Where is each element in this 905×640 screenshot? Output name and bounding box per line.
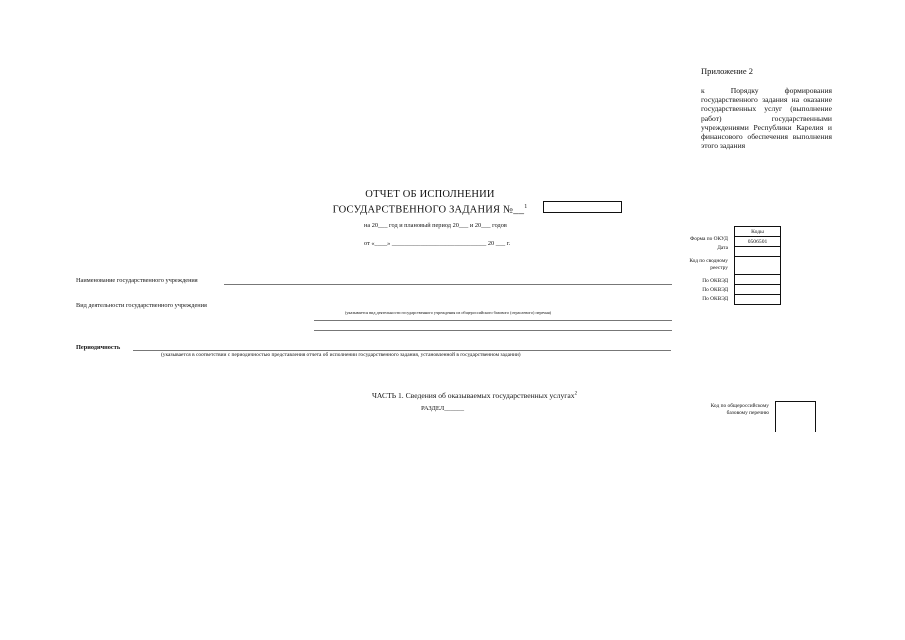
registry-code-box[interactable] bbox=[775, 401, 816, 432]
periodicity-field[interactable] bbox=[133, 350, 671, 351]
registry-label bbox=[668, 258, 728, 272]
okved-code-cell-2[interactable] bbox=[735, 285, 781, 295]
date-line: от «____» ______________________________ 20 ___ г. bbox=[364, 240, 511, 247]
report-title-line-1: ОТЧЕТ ОБ ИСПОЛНЕНИИ bbox=[365, 189, 495, 200]
report-title-line-2-text: ГОСУДАРСТВЕННОГО ЗАДАНИЯ №__ bbox=[332, 204, 525, 216]
appendix-text: к Порядку формирования государственного задания на оказание государственных услуг (выполнение работ) государственными учреждениями Республики Карелия и финансового обеспечения выполнения этого задания bbox=[701, 86, 832, 151]
part1-footnote-mark: 2 bbox=[574, 391, 578, 397]
registry-label-line-1: Код по сводному bbox=[689, 258, 728, 264]
date-code-label: Дата bbox=[717, 245, 728, 251]
periodicity-note: (указывается в соответствии с периодичностью представления отчета об исполнении государственного задания, установленной в государственном задании) bbox=[161, 352, 521, 358]
registry-code-cell[interactable] bbox=[735, 257, 781, 275]
activity-label: Вид деятельности государственного учреждения bbox=[76, 302, 207, 309]
institution-label: Наименование государственного учреждения bbox=[76, 277, 198, 284]
registry-code-label: Код по общероссийскому базовому перечню bbox=[710, 403, 769, 416]
okved-label-1: По ОКВЭД bbox=[702, 278, 728, 284]
report-number-field[interactable] bbox=[543, 201, 622, 213]
activity-field-line-1[interactable] bbox=[314, 320, 672, 321]
part1-heading bbox=[372, 391, 577, 400]
registry-label-line-2: реестру bbox=[710, 265, 728, 271]
okved-label-2: По ОКВЭД bbox=[702, 287, 728, 293]
codes-header: Коды bbox=[735, 227, 781, 237]
report-title-line-2 bbox=[330, 201, 530, 217]
activity-field-line-2[interactable] bbox=[314, 330, 672, 331]
codes-table bbox=[734, 226, 781, 305]
appendix-title: Приложение 2 bbox=[701, 66, 753, 76]
date-code-cell[interactable] bbox=[735, 247, 781, 257]
report-title bbox=[330, 189, 530, 217]
okud-code-cell: 0506501 bbox=[735, 237, 781, 247]
okved-label-3: По ОКВЭД bbox=[702, 296, 728, 302]
activity-note: (указывается вид деятельности государственного учреждения из общероссийского базового (отраслевого) перечня) bbox=[345, 310, 552, 315]
title-footnote-mark: 1 bbox=[524, 204, 528, 210]
institution-field[interactable] bbox=[224, 284, 672, 285]
period-line: на 20___ год и плановый период 20___ и 20___ годов bbox=[364, 222, 507, 229]
part1-heading-text: ЧАСТЬ 1. Сведения об оказываемых государственных услугах bbox=[372, 391, 575, 400]
periodicity-label: Периодичность bbox=[76, 344, 121, 351]
section-label: РАЗДЕЛ______ bbox=[421, 405, 465, 412]
okved-code-cell-3[interactable] bbox=[735, 295, 781, 305]
okud-label: Форма по ОКУД bbox=[690, 236, 728, 242]
okved-code-cell-1[interactable] bbox=[735, 275, 781, 285]
